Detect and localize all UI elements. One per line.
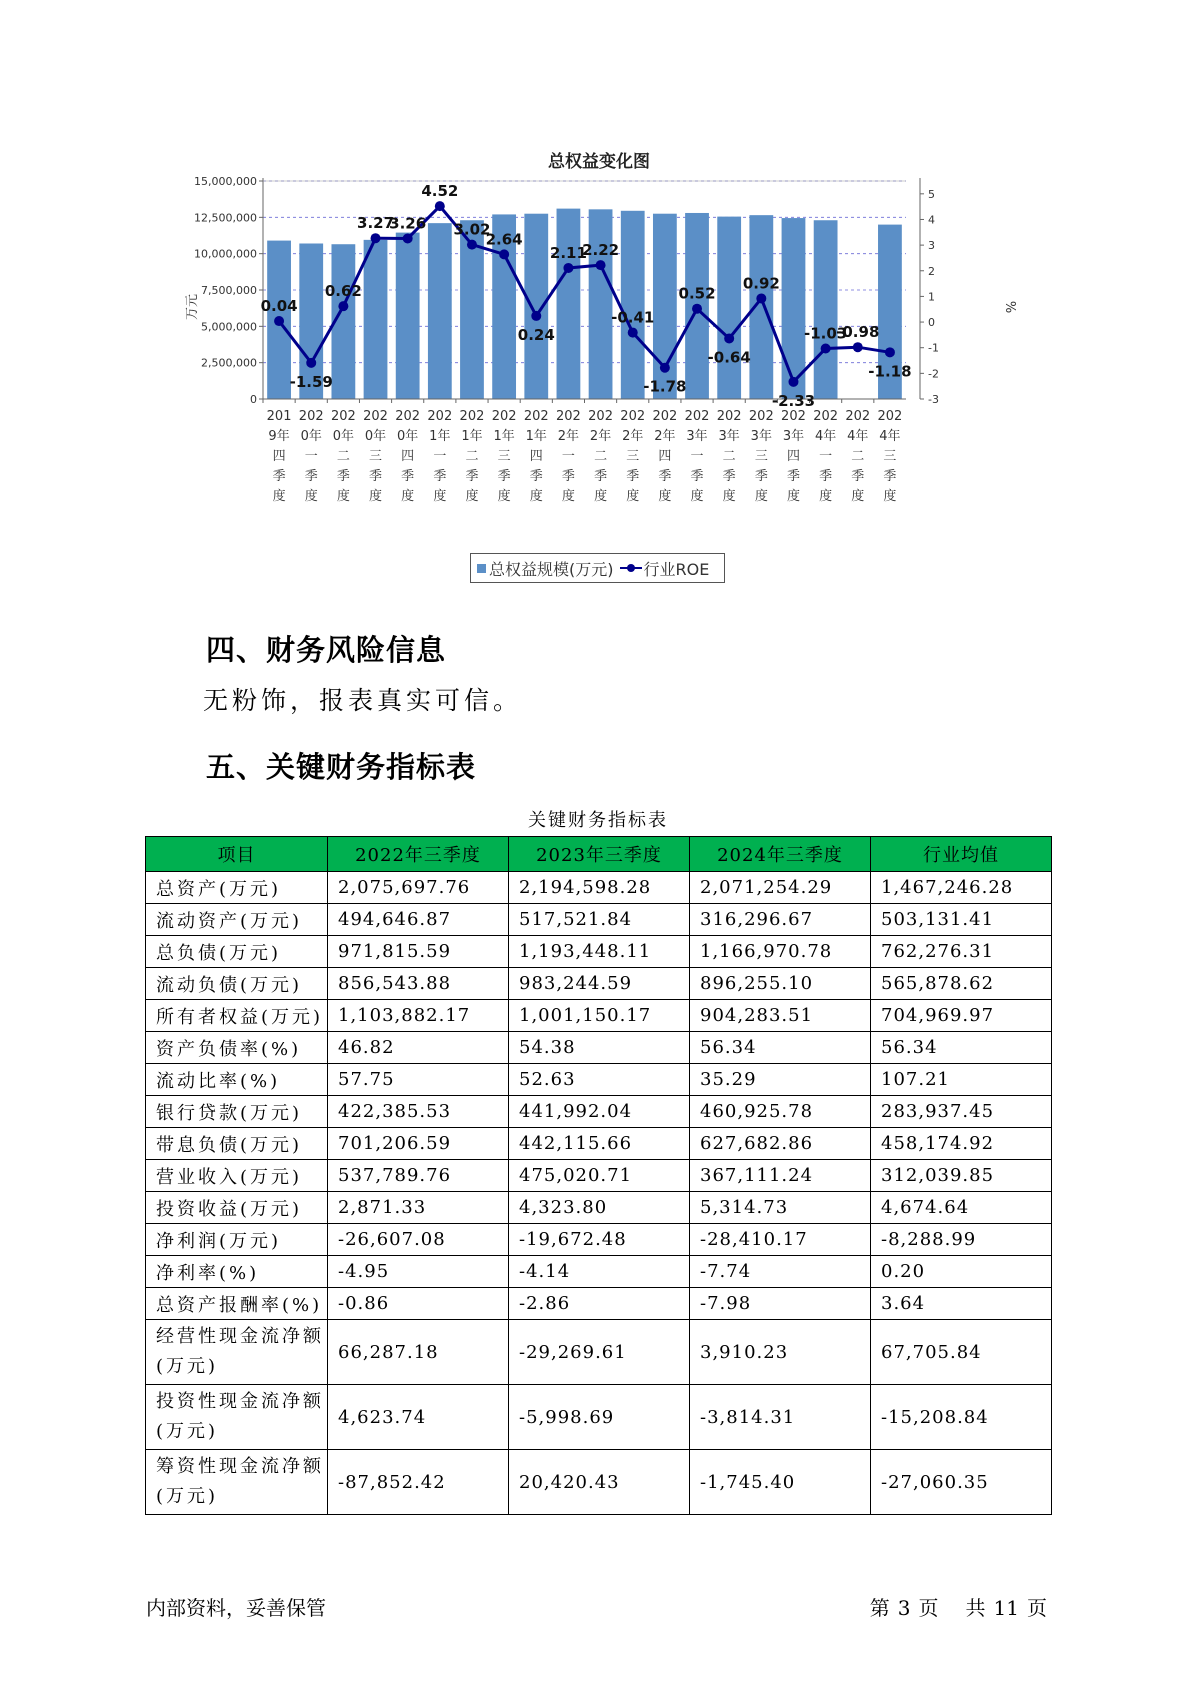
- value-cell: 67,705.84: [871, 1320, 1052, 1385]
- x-tick-label: 度: [658, 489, 672, 504]
- y-tick-label: 7,500,000: [201, 284, 257, 297]
- x-tick-label: 4年: [814, 429, 837, 444]
- roe-data-label: 3.26: [389, 214, 427, 233]
- value-cell: 1,103,882.17: [328, 1000, 509, 1032]
- x-tick-label: 3年: [686, 429, 708, 444]
- roe-point: [821, 343, 831, 353]
- x-tick-label: 二: [851, 449, 865, 464]
- value-cell: 475,020.71: [509, 1160, 690, 1192]
- x-tick-label: 季: [465, 469, 479, 484]
- table-row: [146, 1288, 1052, 1320]
- value-cell: 66,287.18: [328, 1320, 509, 1385]
- row-label: 流动比率(%): [146, 1064, 328, 1096]
- x-tick-label: 度: [272, 489, 286, 504]
- value-cell: -7.98: [690, 1288, 871, 1320]
- section-4-heading: 四、财务风险信息: [206, 633, 447, 667]
- row-label: 筹资性现金流净额(万元): [146, 1450, 328, 1515]
- equity-bar: [428, 223, 452, 399]
- roe-data-label: 0.24: [517, 325, 555, 344]
- value-cell: -4.95: [328, 1256, 509, 1288]
- x-tick-label: 202: [395, 409, 421, 424]
- value-cell: 2,075,697.76: [328, 872, 509, 904]
- roe-point: [724, 333, 734, 343]
- value-cell: 4,674.64: [871, 1192, 1052, 1224]
- row-label: 净利润(万元): [146, 1224, 328, 1256]
- x-tick-label: 202: [427, 409, 453, 424]
- x-tick-label: 202: [877, 409, 903, 424]
- table-row: [146, 1192, 1052, 1224]
- x-tick-label: 202: [459, 409, 485, 424]
- table-row: [146, 1096, 1052, 1128]
- x-tick-label: 4年: [879, 429, 901, 444]
- x-tick-label: 度: [819, 489, 833, 504]
- roe-data-label: 2.11: [549, 243, 587, 262]
- x-tick-label: 0年: [397, 429, 419, 444]
- value-cell: -87,852.42: [328, 1450, 509, 1515]
- chart-legend: [470, 553, 725, 583]
- x-tick-label: 3年: [750, 429, 772, 444]
- x-tick-label: 季: [658, 469, 672, 484]
- x-tick-label: 202: [491, 409, 517, 424]
- x-tick-label: 度: [754, 489, 768, 504]
- value-cell: 3.64: [871, 1288, 1052, 1320]
- x-tick-label: 二: [465, 449, 479, 464]
- x-tick-label: 202: [748, 409, 774, 424]
- y2-tick-label: -2: [928, 367, 939, 381]
- x-tick-label: 三: [754, 449, 768, 464]
- y2-tick-label: 2: [928, 264, 935, 278]
- roe-point: [467, 240, 477, 250]
- value-cell: 367,111.24: [690, 1160, 871, 1192]
- x-tick-label: 一: [690, 449, 704, 464]
- value-cell: 2,871.33: [328, 1192, 509, 1224]
- value-cell: 422,385.53: [328, 1096, 509, 1128]
- x-tick-label: 度: [497, 489, 511, 504]
- roe-point: [885, 347, 895, 357]
- x-tick-label: 四: [401, 449, 415, 464]
- roe-point: [563, 263, 573, 273]
- roe-data-label: -1.59: [289, 372, 333, 391]
- x-tick-label: 201: [266, 409, 292, 424]
- bar-series: [267, 209, 902, 399]
- x-tick-label: 3年: [718, 429, 740, 444]
- value-cell: 316,296.67: [690, 904, 871, 936]
- roe-point: [660, 363, 670, 373]
- table-row: [146, 1032, 1052, 1064]
- x-tick-label: 三: [497, 449, 511, 464]
- section-5-heading: 五、关键财务指标表: [206, 750, 477, 784]
- x-tick-label: 202: [845, 409, 871, 424]
- value-cell: -15,208.84: [871, 1385, 1052, 1450]
- row-label: 经营性现金流净额(万元): [146, 1320, 328, 1385]
- roe-data-label: -1.18: [868, 362, 912, 381]
- value-cell: 565,878.62: [871, 968, 1052, 1000]
- x-tick-label: 度: [369, 489, 383, 504]
- value-cell: 4,623.74: [328, 1385, 509, 1450]
- x-tick-label: 202: [716, 409, 742, 424]
- value-cell: 856,543.88: [328, 968, 509, 1000]
- x-tick-label: 202: [298, 409, 324, 424]
- y2-tick-label: -3: [928, 393, 939, 406]
- header-item: 项目: [146, 837, 328, 872]
- roe-point: [853, 342, 863, 352]
- value-cell: -28,410.17: [690, 1224, 871, 1256]
- x-tick-label: 9年: [268, 429, 290, 444]
- y2-axis-tick-labels: [928, 188, 939, 406]
- value-cell: 701,206.59: [328, 1128, 509, 1160]
- x-tick-label: 度: [433, 489, 447, 504]
- equity-bar: [557, 209, 581, 399]
- legend-label-equity: 总权益规模(万元): [489, 559, 614, 579]
- legend-label-roe: 行业ROE: [643, 559, 710, 579]
- y2-tick-label: 5: [928, 187, 935, 201]
- roe-point: [306, 358, 316, 368]
- roe-data-label: 4.52: [421, 182, 459, 201]
- total-prefix: 共: [965, 1596, 986, 1620]
- value-cell: 904,283.51: [690, 1000, 871, 1032]
- x-tick-label: 季: [369, 469, 383, 484]
- row-label: 流动负债(万元): [146, 968, 328, 1000]
- x-tick-label: 度: [690, 489, 704, 504]
- equity-bar: [364, 240, 388, 399]
- x-tick-label: 2年: [589, 429, 612, 444]
- x-tick-label: 度: [883, 489, 897, 504]
- value-cell: 107.21: [871, 1064, 1052, 1096]
- row-label: 投资性现金流净额(万元): [146, 1385, 328, 1450]
- roe-point: [499, 249, 509, 259]
- x-tick-label: 四: [658, 449, 672, 464]
- x-tick-label: 3年: [782, 429, 805, 444]
- table-row: [146, 872, 1052, 904]
- value-cell: 56.34: [871, 1032, 1052, 1064]
- roe-point: [628, 328, 638, 338]
- x-tick-label: 1年: [461, 429, 483, 444]
- x-tick-label: 202: [652, 409, 678, 424]
- chart-title: 总权益变化图: [548, 152, 650, 172]
- page-number: 3: [897, 1596, 911, 1620]
- table-row: [146, 1385, 1052, 1450]
- value-cell: 4,323.80: [509, 1192, 690, 1224]
- x-tick-label: 度: [401, 489, 415, 504]
- x-tick-label: 季: [690, 469, 704, 484]
- value-cell: -29,269.61: [509, 1320, 690, 1385]
- value-cell: 283,937.45: [871, 1096, 1052, 1128]
- value-cell: 503,131.41: [871, 904, 1052, 936]
- x-tick-label: 4年: [847, 429, 869, 444]
- value-cell: 896,255.10: [690, 968, 871, 1000]
- value-cell: 3,910.23: [690, 1320, 871, 1385]
- x-tick-label: 季: [883, 469, 897, 484]
- equity-bar: [589, 209, 613, 399]
- value-cell: 762,276.31: [871, 936, 1052, 968]
- x-tick-label: 季: [433, 469, 447, 484]
- x-tick-label: 二: [594, 449, 608, 464]
- value-cell: -4.14: [509, 1256, 690, 1288]
- roe-data-label: 0.92: [742, 274, 780, 293]
- x-tick-label: 度: [529, 489, 543, 504]
- y-tick-label: 2,500,000: [201, 356, 257, 370]
- table-row: [146, 1320, 1052, 1385]
- x-tick-label: 度: [786, 489, 800, 504]
- y-axis-title: 万元: [185, 293, 200, 321]
- roe-point: [692, 304, 702, 314]
- x-tick-label: 一: [304, 449, 318, 464]
- table-row: [146, 1000, 1052, 1032]
- x-tick-label: 0年: [332, 429, 355, 444]
- x-tick-label: 季: [851, 469, 865, 484]
- roe-data-label: -1.78: [643, 377, 687, 396]
- x-tick-label: 一: [433, 449, 447, 464]
- x-tick-label: 度: [851, 489, 865, 504]
- row-label: 带息负债(万元): [146, 1128, 328, 1160]
- row-label: 总资产(万元): [146, 872, 328, 904]
- x-tick-label: 2年: [622, 429, 644, 444]
- value-cell: 458,174.92: [871, 1128, 1052, 1160]
- roe-point: [531, 311, 541, 321]
- x-tick-label: 2年: [557, 429, 580, 444]
- table-row: [146, 1064, 1052, 1096]
- y2-tick-label: 0: [928, 316, 935, 330]
- table-row: [146, 936, 1052, 968]
- x-tick-label: 季: [819, 469, 833, 484]
- value-cell: 494,646.87: [328, 904, 509, 936]
- header-2022q3: 2022年三季度: [328, 837, 509, 872]
- value-cell: 54.38: [509, 1032, 690, 1064]
- x-tick-label: 季: [754, 469, 768, 484]
- equity-chart: [0, 0, 1191, 560]
- x-tick-label: 1年: [525, 429, 547, 444]
- x-tick-label: 202: [330, 409, 356, 424]
- value-cell: -2.86: [509, 1288, 690, 1320]
- roe-data-label: 2.64: [485, 230, 523, 249]
- value-cell: -27,060.35: [871, 1450, 1052, 1515]
- x-tick-label: 三: [883, 449, 897, 464]
- value-cell: 46.82: [328, 1032, 509, 1064]
- y2-tick-label: -1: [928, 341, 939, 355]
- value-cell: 1,166,970.78: [690, 936, 871, 968]
- key-financial-indicators-table: [145, 836, 1052, 1515]
- x-tick-label: 度: [304, 489, 318, 504]
- equity-bar: [814, 220, 838, 399]
- row-label: 银行贷款(万元): [146, 1096, 328, 1128]
- table-row: [146, 1224, 1052, 1256]
- roe-point: [435, 201, 445, 211]
- y-tick-label: 15,000,000: [194, 175, 257, 188]
- value-cell: 2,071,254.29: [690, 872, 871, 904]
- value-cell: 971,815.59: [328, 936, 509, 968]
- table-row: [146, 1256, 1052, 1288]
- value-cell: 704,969.97: [871, 1000, 1052, 1032]
- value-cell: 312,039.85: [871, 1160, 1052, 1192]
- x-tick-label: 2年: [654, 429, 676, 444]
- y-tick-label: 0: [250, 393, 257, 406]
- equity-bar: [717, 217, 741, 399]
- y2-tick-label: 3: [928, 239, 935, 253]
- value-cell: -26,607.08: [328, 1224, 509, 1256]
- roe-data-label: 2.22: [582, 241, 620, 260]
- y-tick-label: 5,000,000: [201, 320, 257, 334]
- row-label: 净利率(%): [146, 1256, 328, 1288]
- x-tick-label: 度: [722, 489, 736, 504]
- row-label: 总资产报酬率(%): [146, 1288, 328, 1320]
- x-tick-label: 202: [588, 409, 613, 424]
- x-tick-label: 四: [529, 449, 543, 464]
- table-row: [146, 904, 1052, 936]
- value-cell: 1,467,246.28: [871, 872, 1052, 904]
- x-tick-label: 202: [813, 409, 839, 424]
- row-label: 总负债(万元): [146, 936, 328, 968]
- page-unit: 页: [918, 1596, 939, 1620]
- y2-tick-label: 1: [928, 290, 935, 304]
- row-label: 投资收益(万元): [146, 1192, 328, 1224]
- roe-data-label: 0.62: [324, 282, 362, 301]
- roe-point: [756, 293, 766, 303]
- equity-bar: [524, 214, 548, 399]
- x-tick-label: 季: [722, 469, 736, 484]
- x-tick-label: 四: [786, 449, 800, 464]
- total-pages: 11: [993, 1596, 1019, 1620]
- equity-bar: [621, 211, 645, 399]
- x-tick-label: 202: [556, 409, 581, 424]
- y-axis-tick-labels: [194, 175, 257, 406]
- x-tick-label: 一: [819, 449, 833, 464]
- x-tick-label: 季: [626, 469, 640, 484]
- x-tick-label: 度: [561, 489, 575, 504]
- equity-bar: [396, 233, 420, 399]
- x-tick-label: 0年: [300, 429, 322, 444]
- x-tick-label: 202: [684, 409, 710, 424]
- line-legend-marker: [620, 563, 642, 573]
- x-tick-label: 1年: [493, 429, 515, 444]
- roe-point: [788, 377, 798, 387]
- value-cell: 2,194,598.28: [509, 872, 690, 904]
- x-tick-label: 季: [594, 469, 608, 484]
- x-tick-label: 三: [626, 449, 640, 464]
- x-tick-label: 度: [594, 489, 608, 504]
- value-cell: 441,992.04: [509, 1096, 690, 1128]
- x-tick-label: 1年: [429, 429, 451, 444]
- table-row: [146, 1160, 1052, 1192]
- x-tick-label: 季: [336, 469, 350, 484]
- x-tick-label: 一: [561, 449, 575, 464]
- roe-data-label: -2.33: [771, 391, 816, 410]
- roe-data-label: -0.98: [836, 323, 880, 342]
- value-cell: -19,672.48: [509, 1224, 690, 1256]
- roe-point: [338, 301, 348, 311]
- value-cell: 1,001,150.17: [509, 1000, 690, 1032]
- table-row: [146, 1450, 1052, 1515]
- value-cell: 0.20: [871, 1256, 1052, 1288]
- bar-legend-swatch: [477, 564, 486, 573]
- value-cell: 1,193,448.11: [509, 936, 690, 968]
- x-tick-label: 季: [786, 469, 800, 484]
- value-cell: -1,745.40: [690, 1450, 871, 1515]
- header-industry-avg: 行业均值: [871, 837, 1052, 872]
- table-row: [146, 1128, 1052, 1160]
- table-row: [146, 968, 1052, 1000]
- x-tick-label: 四: [272, 449, 286, 464]
- y-tick-label: 10,000,000: [194, 247, 257, 261]
- x-tick-label: 度: [465, 489, 479, 504]
- value-cell: 442,115.66: [509, 1128, 690, 1160]
- value-cell: 20,420.43: [509, 1450, 690, 1515]
- header-2024q3: 2024年三季度: [690, 837, 871, 872]
- roe-data-label: -0.41: [611, 308, 655, 327]
- row-label: 流动资产(万元): [146, 904, 328, 936]
- x-tick-label: 季: [529, 469, 543, 484]
- value-cell: 52.63: [509, 1064, 690, 1096]
- value-cell: -0.86: [328, 1288, 509, 1320]
- table-header-row: [146, 837, 1052, 872]
- x-tick-label: 202: [363, 409, 388, 424]
- x-tick-label: 三: [369, 449, 383, 464]
- y2-axis-title: %: [1002, 300, 1017, 314]
- x-tick-label: 度: [626, 489, 640, 504]
- roe-point: [403, 233, 413, 243]
- x-tick-label: 季: [304, 469, 318, 484]
- value-cell: 537,789.76: [328, 1160, 509, 1192]
- roe-data-label: 3.27: [357, 214, 395, 233]
- section-4-text: 无粉饰，报表真实可信。: [203, 686, 523, 715]
- roe-data-label: 0.52: [678, 284, 716, 303]
- footer-page-info: [866, 1592, 1051, 1621]
- roe-data-label: -1.03: [804, 324, 848, 343]
- x-axis-tick-labels: [267, 409, 903, 504]
- roe-data-label: 3.02: [453, 220, 491, 239]
- value-cell: 56.34: [690, 1032, 871, 1064]
- total-unit: 页: [1027, 1596, 1047, 1620]
- value-cell: 35.29: [690, 1064, 871, 1096]
- value-cell: -5,998.69: [509, 1385, 690, 1450]
- x-tick-label: 二: [722, 449, 736, 464]
- roe-point: [274, 316, 284, 326]
- x-tick-label: 0年: [364, 429, 387, 444]
- x-tick-label: 季: [561, 469, 575, 484]
- row-label: 所有者权益(万元): [146, 1000, 328, 1032]
- y-tick-label: 12,500,000: [194, 211, 257, 225]
- value-cell: 57.75: [328, 1064, 509, 1096]
- roe-data-label: 0.04: [260, 297, 298, 316]
- header-2023q3: 2023年三季度: [509, 837, 690, 872]
- value-cell: 627,682.86: [690, 1128, 871, 1160]
- page-prefix: 第: [869, 1596, 890, 1620]
- value-cell: 517,521.84: [509, 904, 690, 936]
- roe-point: [596, 260, 606, 270]
- x-tick-label: 202: [523, 409, 549, 424]
- value-cell: 5,314.73: [690, 1192, 871, 1224]
- roe-point: [371, 233, 381, 243]
- value-cell: -7.74: [690, 1256, 871, 1288]
- y2-tick-label: 4: [928, 213, 935, 227]
- roe-data-label: -0.64: [707, 348, 751, 367]
- x-tick-label: 202: [781, 409, 806, 424]
- value-cell: 983,244.59: [509, 968, 690, 1000]
- table-caption: 关键财务指标表: [528, 810, 668, 831]
- value-cell: 460,925.78: [690, 1096, 871, 1128]
- x-tick-label: 季: [497, 469, 511, 484]
- row-label: 营业收入(万元): [146, 1160, 328, 1192]
- x-tick-label: 季: [272, 469, 286, 484]
- x-tick-label: 二: [336, 449, 350, 464]
- x-tick-label: 季: [401, 469, 415, 484]
- x-tick-label: 202: [620, 409, 646, 424]
- row-label: 资产负债率(%): [146, 1032, 328, 1064]
- footer-confidential: 内部资料，妥善保管: [146, 1596, 326, 1620]
- x-tick-label: 度: [336, 489, 350, 504]
- value-cell: -8,288.99: [871, 1224, 1052, 1256]
- value-cell: -3,814.31: [690, 1385, 871, 1450]
